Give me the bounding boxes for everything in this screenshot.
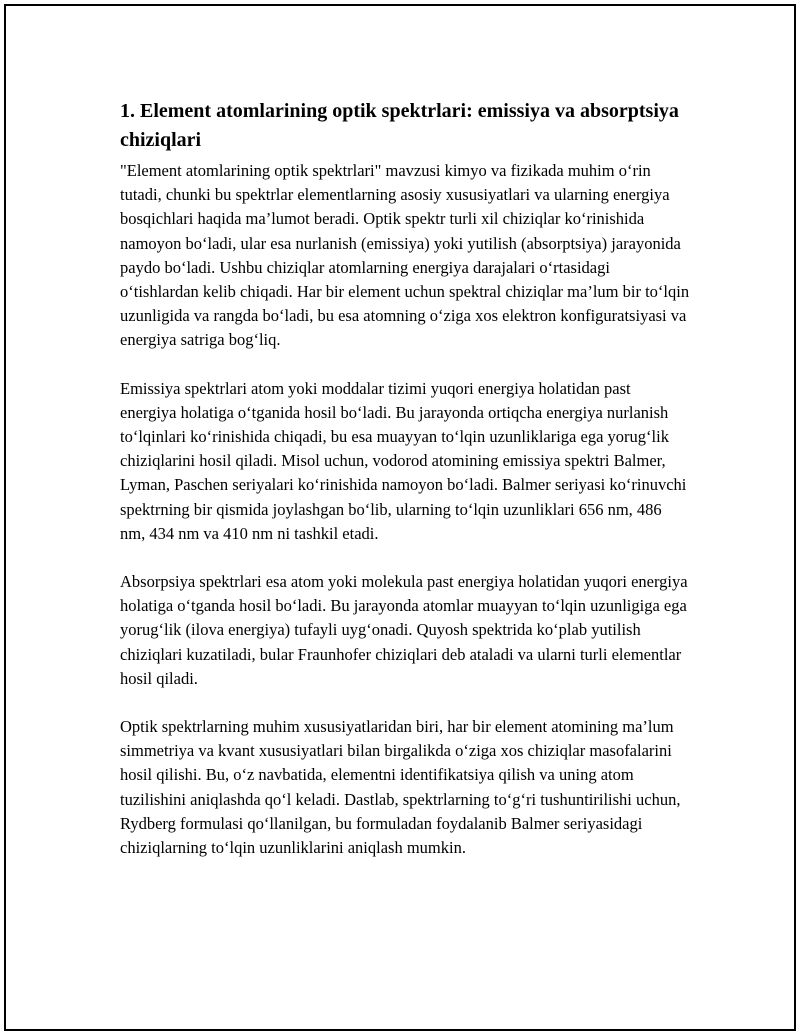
document-body [120,97,690,884]
paragraph-introduction: "Element atomlarining optik spektrlari" mavzusi kimyo va fizikada muhim o‘rin tutadi, chunki bu spektrlar elementlarning asosiy xususiyatlari va ularning energiya bosqichlari haqida ma’lumot beradi. Optik spektr turli xil chiziqlar ko‘rinishida namoyon bo‘ladi, ular esa nurlanish (emissiya) yoki yutilish (absorptsiya) jarayonida paydo bo‘ladi. Ushbu chiziqlar atomlarning energiya darajalari o‘rtasidagi o‘tishlardan kelib chiqadi. Har bir element uchun spektral chiziqlar ma’lum bir to‘lqin uzunligida va rangda bo‘ladi, bu esa atomning o‘ziga xos elektron konfiguratsiyasi va energiya satriga bog‘liq. [120,161,690,350]
paragraph-absorption: Absorpsiya spektrlari esa atom yoki molekula past energiya holatidan yuqori energiya holatiga o‘tganda hosil bo‘ladi. Bu jarayonda atomlar muayyan to‘lqin uzunligiga ega yorug‘lik (ilova energiya) tufayli uyg‘onadi. Quyosh spektrida ko‘plab yutilish chiziqlari kuzatiladi, bular Fraunhofer chiziqlari deb ataladi va ularni turli elementlar hosil qiladi. [120,572,688,688]
document-title: 1. Element atomlarining optik spektrlari: emissiya va absorptsiya chiziqlari [120,100,679,151]
paragraph-properties: Optik spektrlarning muhim xususiyatlaridan biri, har bir element atomining ma’lum simmetriya va kvant xususiyatlari bilan birgalikda o‘ziga xos chiziqlar masofalarini hosil qilishi. Bu, o‘z navbatida, elementni identifikatsiya qilish va uning atom tuzilishini aniqlashda qo‘l keladi. Dastlab, spektrlarning to‘g‘ri tushuntirilishi uchun, Rydberg formulasi qo‘llanilgan, bu formuladan foydalanib Balmer seriyasidagi chiziqlarning to‘lqin uzunliklarini aniqlash mumkin. [120,717,681,858]
paragraph-emission: Emissiya spektrlari atom yoki moddalar tizimi yuqori energiya holatidan past energiya holatiga o‘tganida hosil bo‘ladi. Bu jarayonda ortiqcha energiya nurlanish to‘lqinlari ko‘rinishida chiqadi, bu esa muayyan to‘lqin uzunliklariga ega yorug‘lik chiziqlarini hosil qiladi. Misol uchun, vodorod atomining emissiya spektri Balmer, Lyman, Paschen seriyalari ko‘rinishida namoyon bo‘ladi. Balmer seriyasi ko‘rinuvchi spektrning bir qismida joylashgan bo‘lib, ularning to‘lqin uzunliklari 656 nm, 486 nm, 434 nm va 410 nm ni tashkil etadi. [120,378,687,543]
page-frame [4,4,796,1031]
